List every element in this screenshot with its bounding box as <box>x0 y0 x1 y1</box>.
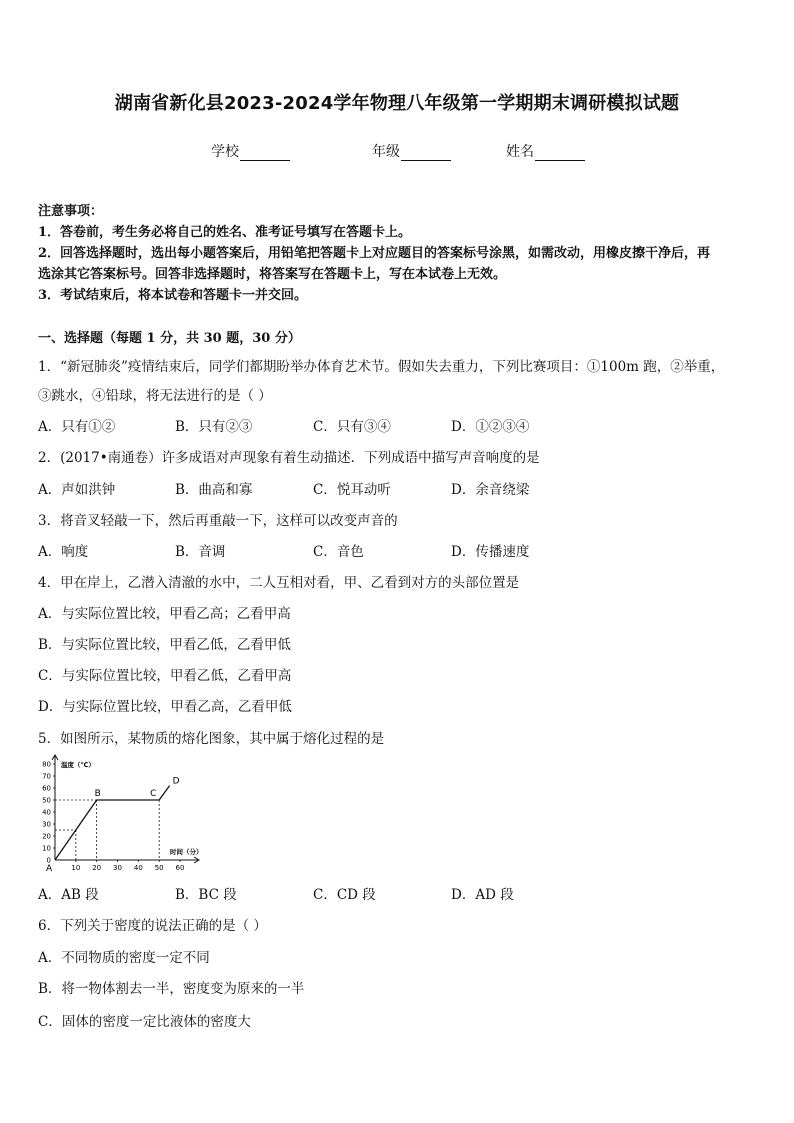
school-label: 学校 <box>211 144 239 160</box>
q1-stem: 1．“新冠肺炎”疫情结束后，同学们都期盼举办体育艺术节。假如失去重力，下列比赛项目：①100m 跑，②举重， <box>38 359 725 375</box>
point-label-a: A <box>46 864 53 874</box>
q5-stem: 5．如图所示，某物质的熔化图象，其中属于熔化过程的是 <box>38 731 385 747</box>
note-1: 1．答卷前，考生务必将自己的姓名、准考证号填写在答题卡上。 <box>38 225 412 240</box>
y-tick-label: 20 <box>42 832 51 841</box>
y-tick-label: 50 <box>42 796 51 805</box>
q1-option-a: A．只有①② <box>38 419 116 435</box>
note-2: 2．回答选择题时，选出每小题答案后，用铅笔把答题卡上对应题目的答案标号涂黑，如需改动，用橡皮擦干净后，再 <box>38 246 711 261</box>
q1-option-b: B．只有②③ <box>175 419 253 435</box>
school-blank <box>240 146 290 161</box>
q2-stem: 2．(2017•南通卷）许多成语对声现象有着生动描述．下列成语中描写声音响度的是 <box>38 450 540 466</box>
q4-stem: 4．甲在岸上，乙潜入清澈的水中，二人互相对看，甲、乙看到对方的头部位置是 <box>38 575 520 591</box>
q5-option-a: A．AB 段 <box>38 887 99 903</box>
y-axis-label: 温度（℃） <box>61 761 95 769</box>
x-tick-label: 20 <box>92 864 102 872</box>
x-tick-label: 60 <box>175 864 185 872</box>
y-tick-label: 70 <box>42 772 51 781</box>
q6-stem: 6．下列关于密度的说法正确的是（ ） <box>38 918 267 934</box>
x-tick-label: 40 <box>133 864 143 872</box>
name-field <box>506 141 585 161</box>
q4-option-d: D．与实际位置比较，甲看乙高，乙看甲低 <box>38 699 292 715</box>
melting-curve-chart <box>38 752 206 874</box>
y-tick-label: 60 <box>42 784 51 793</box>
note-3: 3．考试结束后，将本试卷和答题卡一并交回。 <box>38 288 308 303</box>
school-field <box>211 141 290 161</box>
q4-option-a: A．与实际位置比较，甲看乙高；乙看甲高 <box>38 606 291 622</box>
q2-option-a: A．声如洪钟 <box>38 482 116 498</box>
y-tick-label: 10 <box>42 844 51 853</box>
grade-field <box>372 141 451 161</box>
q1-option-d: D．①②③④ <box>451 419 530 435</box>
q4-option-b: B．与实际位置比较，甲看乙低，乙看甲低 <box>38 637 291 653</box>
name-blank <box>535 146 585 161</box>
q2-option-b: B．曲高和寡 <box>175 482 253 498</box>
q3-option-d: D．传播速度 <box>451 544 530 560</box>
y-tick-label: 30 <box>42 820 51 829</box>
note-2-cont: 选涂其它答案标号。回答非选择题时，将答案写在答题卡上，写在本试卷上无效。 <box>38 267 507 282</box>
chart-svg <box>38 752 206 874</box>
q1-stem-cont: ③跳水，④铅球，将无法进行的是（ ） <box>38 388 272 404</box>
q1-option-c: C．只有③④ <box>313 419 391 435</box>
q6-option-c: C．固体的密度一定比液体的密度大 <box>38 1014 251 1030</box>
x-tick-label: 50 <box>154 864 164 872</box>
x-tick-label: 30 <box>113 864 122 872</box>
q2-option-c: C．悦耳动听 <box>313 482 391 498</box>
x-tick-label: 10 <box>71 864 81 872</box>
q3-stem: 3．将音叉轻敲一下，然后再重敲一下，这样可以改变声音的 <box>38 513 398 529</box>
y-tick-label: 0 <box>46 856 51 865</box>
point-label-b: B <box>94 789 101 799</box>
point-label-c: C <box>150 789 157 799</box>
q6-option-a: A．不同物质的密度一定不同 <box>38 950 210 966</box>
x-axis-label: 时间（分） <box>170 848 203 856</box>
name-label: 姓名 <box>506 144 534 160</box>
grade-label: 年级 <box>372 144 400 160</box>
grade-blank <box>401 146 451 161</box>
notes-block <box>38 201 710 306</box>
notes-heading: 注意事项： <box>38 204 104 219</box>
q2-option-d: D．余音绕梁 <box>451 482 530 498</box>
q3-option-c: C．音色 <box>313 544 364 560</box>
point-label-d: D <box>172 776 180 787</box>
q5-option-d: D．AD 段 <box>451 887 514 903</box>
q6-option-b: B．将一物体割去一半，密度变为原来的一半 <box>38 981 305 997</box>
q4-option-c: C．与实际位置比较，甲看乙低，乙看甲高 <box>38 668 292 684</box>
y-tick-label: 80 <box>42 760 51 769</box>
q3-option-a: A．响度 <box>38 544 89 560</box>
q5-option-b: B．BC 段 <box>175 887 237 903</box>
y-tick-label: 40 <box>42 808 51 817</box>
section-heading: 一、选择题（每题 1 分，共 30 题，30 分） <box>38 331 301 346</box>
page-title: 湖南省新化县2023-2024学年物理八年级第一学期期末调研模拟试题 <box>114 93 680 114</box>
q3-option-b: B．音调 <box>175 544 226 560</box>
q5-option-c: C．CD 段 <box>313 887 376 903</box>
